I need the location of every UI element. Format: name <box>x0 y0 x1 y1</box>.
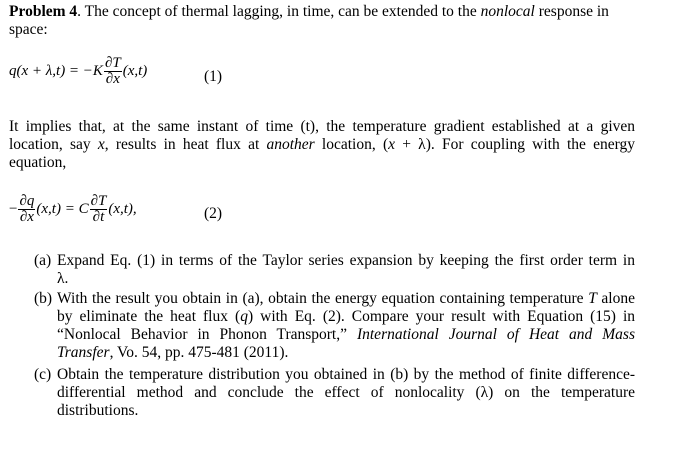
item-b-l3a: “Nonlocal Behavior in Phonon Transport,” <box>57 326 357 343</box>
item-b-l1c: alone <box>596 290 635 307</box>
para2-l2c: , results in heat flux at <box>104 136 267 153</box>
problem-heading: Problem 4 <box>9 3 78 20</box>
item-b-text <box>57 290 635 362</box>
para2-var-x2: x <box>388 136 395 153</box>
eq2-fraction-2 <box>90 194 108 225</box>
para2-line2 <box>9 136 635 154</box>
eq2-denominator-1: ∂x <box>19 209 34 225</box>
eq1-lhs: q(x + λ,t) = −K <box>9 62 103 79</box>
eq2-mid: (x,t) = C <box>36 200 89 217</box>
para2-line3: equation, <box>9 154 67 171</box>
para2-another: another <box>266 136 315 153</box>
para2-l2e: location, ( <box>314 136 389 153</box>
problem-intro-line1 <box>9 3 609 21</box>
para2-l2g: + λ). For coupling with the energy <box>395 136 635 153</box>
item-c-text <box>57 366 635 420</box>
item-b-l1a: With the result you obtain in (a), obtain the energy equation containing temperature <box>57 290 589 307</box>
para2-l2a: location, say <box>9 136 98 153</box>
eq1-rhs: (x,t) <box>122 62 148 79</box>
item-b-journal: International Journal of Heat and Mass <box>356 326 635 343</box>
intro-text-1: . The concept of thermal lagging, in time, can be extended to the <box>77 3 481 20</box>
item-c-label: (c) <box>34 366 52 383</box>
intro-text-nonlocal: nonlocal <box>480 3 535 20</box>
eq1-denominator: ∂x <box>105 71 120 87</box>
item-b-line3 <box>57 326 635 344</box>
equation-1 <box>9 56 147 87</box>
equation-2-number: (2) <box>204 205 223 222</box>
item-a-line2: λ. <box>57 270 69 287</box>
item-b-line4 <box>57 344 635 362</box>
eq2-fraction-1 <box>18 194 35 225</box>
eq2-numerator-1: ∂q <box>19 193 35 209</box>
item-b-var-q: q <box>240 308 248 325</box>
item-b-l2c: ) with Eq. (2). Compare your result with Equation (15) in <box>247 308 635 325</box>
item-b-l4b: , Vo. 54, pp. 475-481 (2011). <box>109 344 289 361</box>
item-b-var-T: T <box>588 290 597 307</box>
item-c-line2: differential method and conclude the effect of nonlocality (λ) on the temperature <box>57 384 635 401</box>
para2-line1: It implies that, at the same instant of time (t), the temperature gradient established at a given <box>9 118 635 135</box>
problem-intro-line2: space: <box>9 21 48 38</box>
eq2-minus: − <box>9 200 18 217</box>
item-a-text <box>57 252 635 288</box>
equation-1-number: (1) <box>204 68 223 85</box>
item-b-label: (b) <box>34 290 53 307</box>
item-a-label: (a) <box>34 252 52 269</box>
equation-2 <box>9 194 137 225</box>
eq1-numerator: ∂T <box>104 55 121 71</box>
eq2-rhs: (x,t), <box>108 200 137 217</box>
item-b-transfer: Transfer <box>57 344 110 361</box>
eq2-numerator-2: ∂T <box>90 193 107 209</box>
item-c-line3: distributions. <box>57 402 139 419</box>
eq2-denominator-2: ∂t <box>92 209 105 225</box>
intro-text-3: response in <box>534 3 609 20</box>
para2-var-x: x <box>97 136 105 153</box>
item-b-line2 <box>57 308 635 326</box>
item-b-l2a: by eliminate the heat flux ( <box>57 308 241 325</box>
item-a-line1: Expand Eq. (1) in terms of the Taylor series expansion by keeping the first order term in <box>57 252 635 269</box>
item-b-line1 <box>57 290 635 308</box>
item-c-line1: Obtain the temperature distribution you obtained in (b) by the method of finite difference- <box>57 366 635 383</box>
eq1-fraction <box>104 56 122 87</box>
